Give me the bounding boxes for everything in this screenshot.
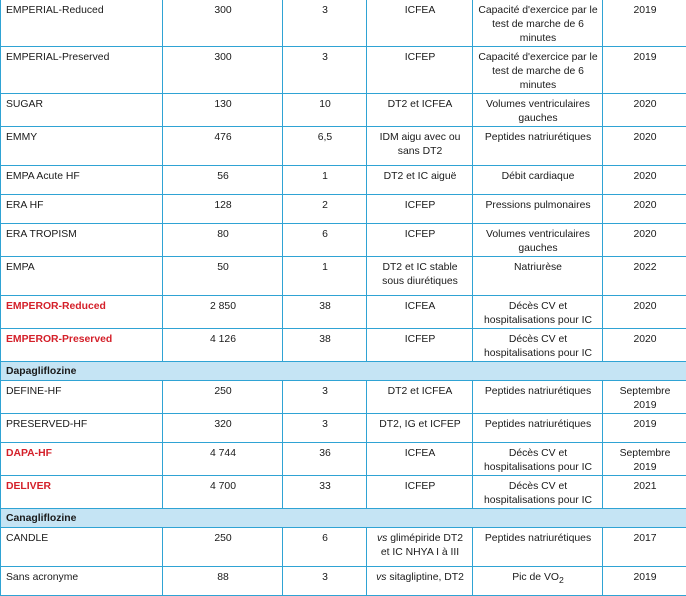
patient-count: 130 xyxy=(163,94,283,127)
population: vs glimépiride DT2 et IC NHYA I à III xyxy=(367,528,473,567)
population: ICFEA xyxy=(367,443,473,476)
population: DT2 et IC stable sous diurétiques xyxy=(367,257,473,296)
year: 2021 xyxy=(603,476,686,509)
duration: 1 xyxy=(283,257,367,296)
endpoint: Peptides natriurétiques xyxy=(473,414,603,443)
duration: 3 xyxy=(283,381,367,414)
table-row xyxy=(1,257,686,296)
trial-name: EMPERIAL-Reduced xyxy=(1,0,163,47)
duration: 6 xyxy=(283,224,367,257)
year: 2019 xyxy=(603,567,686,596)
year: 2020 xyxy=(603,166,686,195)
endpoint: Volumes ventriculaires gauches xyxy=(473,94,603,127)
duration: 10 xyxy=(283,94,367,127)
duration: 36 xyxy=(283,443,367,476)
trial-name: EMPEROR-Preserved xyxy=(1,329,163,362)
endpoint: Capacité d'exercice par le test de marche de 6 minutes xyxy=(473,0,603,47)
duration: 3 xyxy=(283,47,367,94)
table-row xyxy=(1,195,686,224)
population: DT2 et ICFEA xyxy=(367,381,473,414)
duration: 3 xyxy=(283,567,367,596)
trial-name: SUGAR xyxy=(1,94,163,127)
table-row xyxy=(1,296,686,329)
population: ICFEP xyxy=(367,195,473,224)
section-title: Dapagliflozine xyxy=(1,362,686,381)
population: DT2 et ICFEA xyxy=(367,94,473,127)
table-row xyxy=(1,414,686,443)
endpoint: Décès CV et hospitalisations pour IC xyxy=(473,296,603,329)
year: 2020 xyxy=(603,127,686,166)
patient-count: 56 xyxy=(163,166,283,195)
table-row xyxy=(1,329,686,362)
patient-count: 300 xyxy=(163,47,283,94)
population: ICFEA xyxy=(367,0,473,47)
endpoint: Volumes ventriculaires gauches xyxy=(473,224,603,257)
endpoint: Peptides natriurétiques xyxy=(473,528,603,567)
patient-count: 88 xyxy=(163,567,283,596)
trial-name: PRESERVED-HF xyxy=(1,414,163,443)
population: ICFEP xyxy=(367,476,473,509)
table-row xyxy=(1,166,686,195)
population: ICFEP xyxy=(367,47,473,94)
trial-name: DEFINE-HF xyxy=(1,381,163,414)
endpoint: Peptides natriurétiques xyxy=(473,381,603,414)
population: ICFEA xyxy=(367,296,473,329)
patient-count: 300 xyxy=(163,0,283,47)
table-row xyxy=(1,381,686,414)
trial-name: EMPA xyxy=(1,257,163,296)
trial-name: EMPEROR-Reduced xyxy=(1,296,163,329)
year: 2020 xyxy=(603,195,686,224)
patient-count: 2 850 xyxy=(163,296,283,329)
comparator-prefix: vs xyxy=(377,533,387,544)
year: 2017 xyxy=(603,528,686,567)
endpoint: Débit cardiaque xyxy=(473,166,603,195)
table-row xyxy=(1,127,686,166)
patient-count: 250 xyxy=(163,528,283,567)
table-row xyxy=(1,443,686,476)
table-row xyxy=(1,567,686,596)
patient-count: 128 xyxy=(163,195,283,224)
trial-name: EMPERIAL-Preserved xyxy=(1,47,163,94)
year: 2020 xyxy=(603,94,686,127)
population: DT2, IG et ICFEP xyxy=(367,414,473,443)
table-row xyxy=(1,476,686,509)
trial-name: ERA HF xyxy=(1,195,163,224)
section-header xyxy=(1,509,686,528)
duration: 3 xyxy=(283,0,367,47)
patient-count: 80 xyxy=(163,224,283,257)
section-header xyxy=(1,362,686,381)
patient-count: 250 xyxy=(163,381,283,414)
endpoint: Capacité d'exercice par le test de marche de 6 minutes xyxy=(473,47,603,94)
endpoint: Décès CV et hospitalisations pour IC xyxy=(473,329,603,362)
year: 2022 xyxy=(603,257,686,296)
population: ICFEP xyxy=(367,224,473,257)
year: 2020 xyxy=(603,329,686,362)
endpoint: Natriurèse xyxy=(473,257,603,296)
table-row xyxy=(1,47,686,94)
section-title: Canagliflozine xyxy=(1,509,686,528)
trial-name: ERA TROPISM xyxy=(1,224,163,257)
trial-name: DAPA-HF xyxy=(1,443,163,476)
year: 2020 xyxy=(603,224,686,257)
trial-name: Sans acronyme xyxy=(1,567,163,596)
endpoint: Décès CV et hospitalisations pour IC xyxy=(473,476,603,509)
table-row xyxy=(1,528,686,567)
year: 2019 xyxy=(603,47,686,94)
patient-count: 4 744 xyxy=(163,443,283,476)
duration: 2 xyxy=(283,195,367,224)
duration: 38 xyxy=(283,329,367,362)
duration: 33 xyxy=(283,476,367,509)
duration: 38 xyxy=(283,296,367,329)
duration: 6,5 xyxy=(283,127,367,166)
endpoint: Décès CV et hospitalisations pour IC xyxy=(473,443,603,476)
year: Septembre 2019 xyxy=(603,381,686,414)
duration: 1 xyxy=(283,166,367,195)
comparator-prefix: vs xyxy=(376,572,386,583)
patient-count: 4 700 xyxy=(163,476,283,509)
endpoint: Peptides natriurétiques xyxy=(473,127,603,166)
patient-count: 476 xyxy=(163,127,283,166)
population: vs sitagliptine, DT2 xyxy=(367,567,473,596)
trial-name: EMPA Acute HF xyxy=(1,166,163,195)
population: IDM aigu avec ou sans DT2 xyxy=(367,127,473,166)
endpoint: Pressions pulmonaires xyxy=(473,195,603,224)
trial-name: DELIVER xyxy=(1,476,163,509)
table-row xyxy=(1,94,686,127)
patient-count: 4 126 xyxy=(163,329,283,362)
patient-count: 320 xyxy=(163,414,283,443)
population: DT2 et IC aiguë xyxy=(367,166,473,195)
endpoint: Pic de $VO_2$ xyxy=(473,567,603,596)
duration: 3 xyxy=(283,414,367,443)
patient-count: 50 xyxy=(163,257,283,296)
year: Septembre 2019 xyxy=(603,443,686,476)
year: 2019 xyxy=(603,0,686,47)
subscript: 2 xyxy=(559,575,564,585)
population: ICFEP xyxy=(367,329,473,362)
duration: 6 xyxy=(283,528,367,567)
trial-name: EMMY xyxy=(1,127,163,166)
year: 2020 xyxy=(603,296,686,329)
year: 2019 xyxy=(603,414,686,443)
trial-name: CANDLE xyxy=(1,528,163,567)
table-row xyxy=(1,224,686,257)
table-row xyxy=(1,0,686,47)
